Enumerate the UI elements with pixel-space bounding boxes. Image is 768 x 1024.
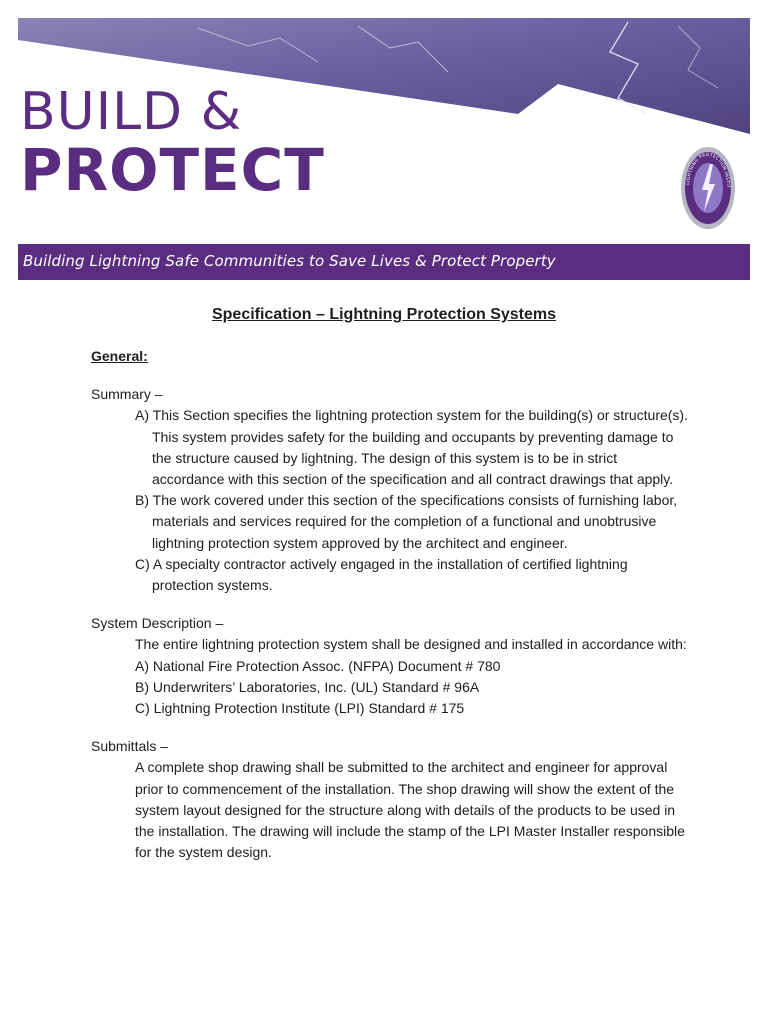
section-system-description [91,613,691,719]
section-label: System Description – [91,615,224,632]
document-title: Specification – Lightning Protection Systems [211,306,557,323]
list-item: B) Underwriters’ Laboratories, Inc. (UL) Standard # 96A [135,678,480,695]
seal-text: LIGHTNING PROTECTION INSTIT [686,152,731,189]
list-item: B) The work covered under this section of the specifications consists of furnishing labor, materials and services required for the completion of a functional and unobtrusive lightning protection system approved by the architect and engineer. [135,492,678,551]
general-heading: General: [91,348,148,364]
list-item: C) A specialty contractor actively engaged in the installation of certified lightning protection systems. [135,555,628,594]
lightning-protection-institute-seal-icon [680,146,736,230]
summary-list [91,405,691,596]
brand-logo-text [20,82,325,204]
document-body [91,346,691,880]
section-summary [91,384,691,596]
section-label: Summary – [91,386,163,403]
header-banner [18,18,750,280]
section-intro: A complete shop drawing shall be submitted to the architect and engineer for approval prior to commencement of the installation. The shop drawing will show the extent of the system layout designed for the structure along with details of the products to be used in the installation. The drawing will include the stamp of the LPI Master Installer responsible for the system design. [135,759,685,861]
list-item: A) This Section specifies the lightning protection system for the building(s) or structure(s). This system provides safety for the building and occupants by preventing damage to the structure caused by lightning. The design of this system is to be in strict accordance with this section of the specification and all contract drawings that apply. [135,407,688,488]
list-item: A) National Fire Protection Assoc. (NFPA) Document # 780 [135,657,501,674]
section-submittals [91,736,691,863]
section-label: Submittals – [91,738,169,755]
tagline: Building Lightning Safe Communities to Save Lives & Protect Property [23,252,556,270]
list-item: C) Lightning Protection Institute (LPI) Standard # 175 [135,700,465,717]
section-intro: The entire lightning protection system shall be designed and installed in accordance with: [135,636,687,653]
standards-list [91,656,691,720]
tagline-bar [18,244,750,280]
brand-line-build: BUILD & [20,82,243,142]
brand-line-protect: PROTECT [20,136,325,204]
